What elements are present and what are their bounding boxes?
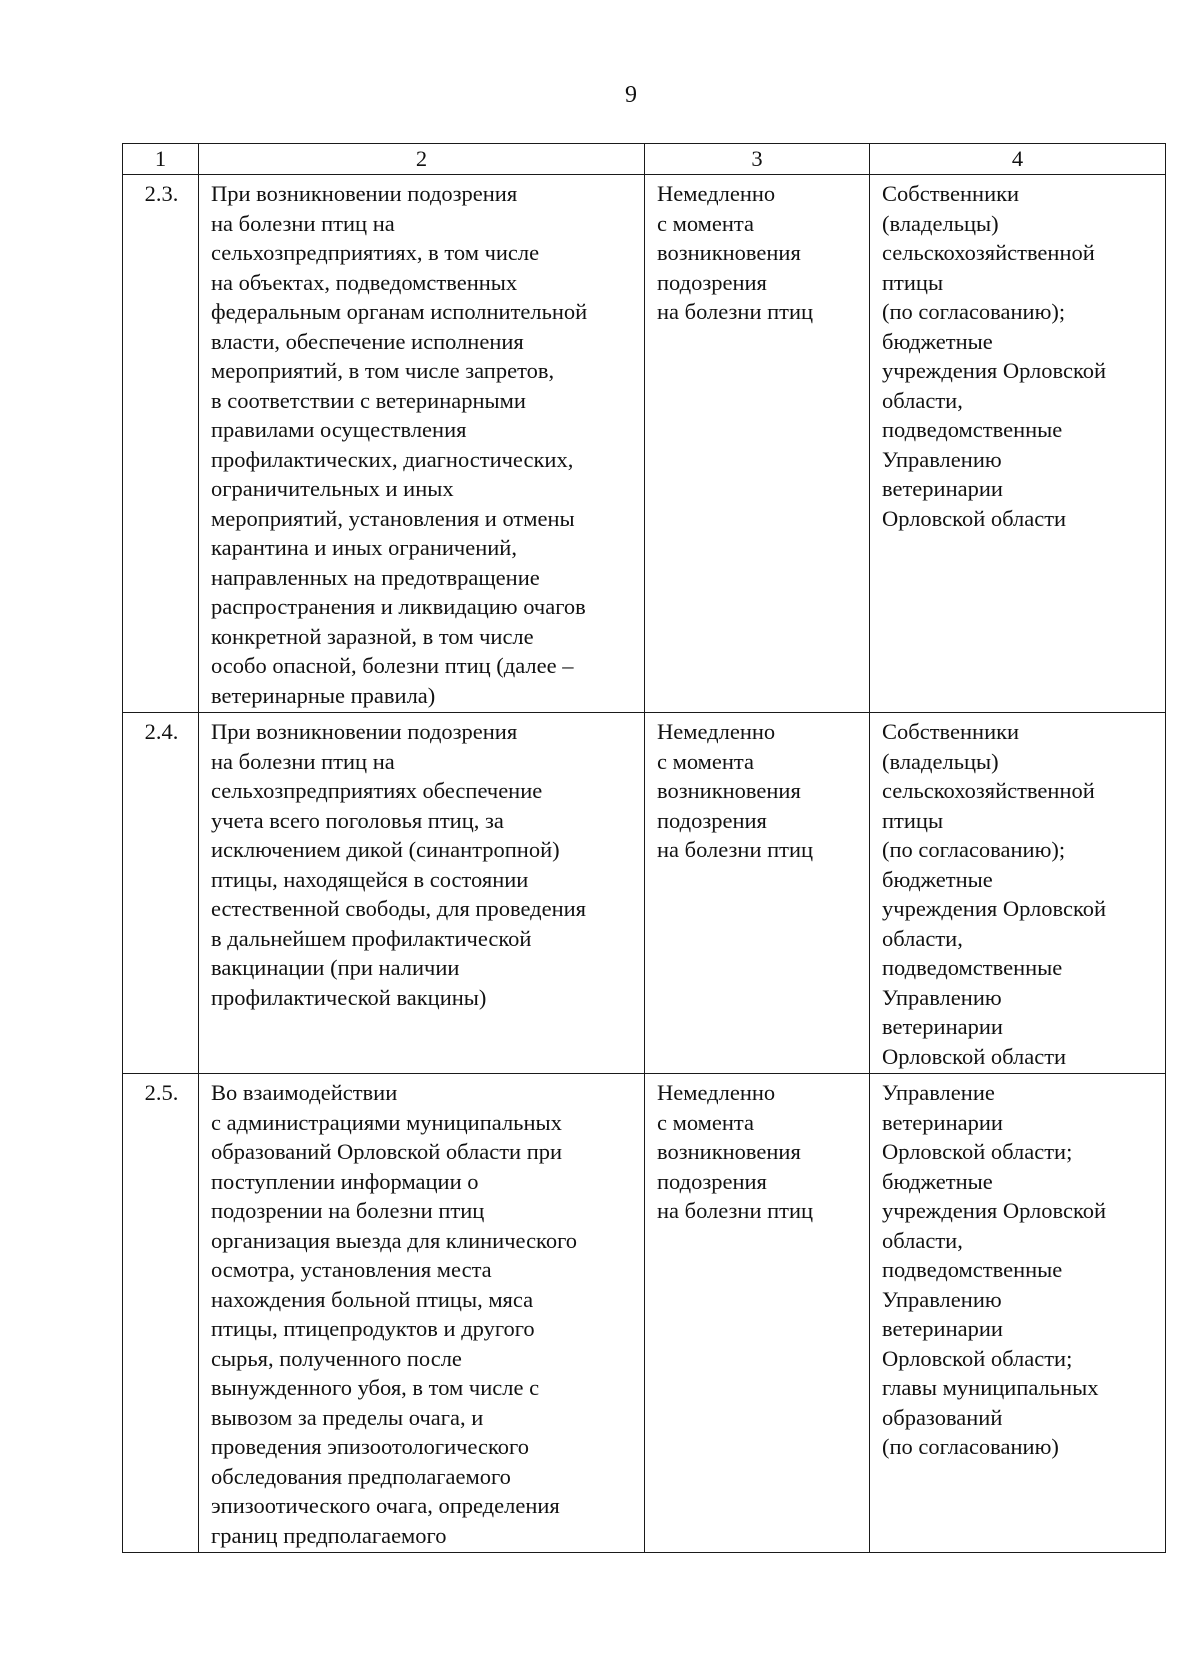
measure-cell-line: правилами осуществления bbox=[211, 417, 467, 442]
deadline-cell-line: на болезни птиц bbox=[657, 1198, 814, 1223]
measure-cell-line: осмотра, установления места bbox=[211, 1257, 492, 1282]
measures-table bbox=[122, 143, 1166, 1553]
responsible-cell-line: бюджетные bbox=[882, 328, 993, 354]
measure-cell-line: в дальнейшем профилактической bbox=[211, 925, 532, 951]
responsible-cell bbox=[870, 175, 1166, 713]
responsible-cell-line: птицы bbox=[882, 269, 944, 295]
responsible-cell-line: (по согласованию); bbox=[882, 837, 1066, 862]
measure-cell-line: Во взаимодействии bbox=[211, 1080, 398, 1105]
responsible-cell-line: ветеринарии bbox=[882, 1316, 1003, 1341]
responsible-cell-line: ветеринарии bbox=[882, 1109, 1003, 1135]
responsible-cell-line: бюджетные bbox=[882, 1168, 993, 1194]
measure-cell-line: птицы, птицепродуктов и другого bbox=[211, 1316, 535, 1341]
deadline-cell bbox=[645, 713, 870, 1074]
measure-cell-line: поступлении информации о bbox=[211, 1168, 479, 1194]
page-number: 9 bbox=[625, 82, 637, 108]
measure-cell-line: границ предполагаемого bbox=[211, 1522, 447, 1548]
responsible-cell-line: сельскохозяйственной bbox=[882, 778, 1095, 803]
deadline-cell-line: на болезни птиц bbox=[657, 837, 814, 862]
measure-cell-line: вывозом за пределы очага, и bbox=[211, 1404, 484, 1430]
responsible-cell bbox=[870, 713, 1166, 1074]
column-header-4: 4 bbox=[870, 144, 1166, 175]
measure-cell-line: направленных на предотвращение bbox=[211, 564, 540, 590]
measure-cell-line: ветеринарные правила) bbox=[211, 682, 436, 708]
responsible-cell-line: Орловской области bbox=[882, 505, 1067, 531]
measure-cell-line: вакцинации (при наличии bbox=[211, 955, 460, 980]
table-header-row bbox=[123, 144, 1166, 175]
measure-cell-line: профилактической вакцины) bbox=[211, 984, 487, 1010]
responsible-cell-line: Орловской области; bbox=[882, 1345, 1073, 1371]
measure-cell-line: в соответствии с ветеринарными bbox=[211, 387, 526, 413]
measure-cell-line: конкретной заразной, в том числе bbox=[211, 623, 534, 649]
deadline-cell bbox=[645, 175, 870, 713]
responsible-cell-line: учреждения Орловской bbox=[882, 358, 1107, 383]
deadline-cell bbox=[645, 1074, 870, 1553]
responsible-cell-line: (владельцы) bbox=[882, 210, 999, 236]
deadline-cell-line: на болезни птиц bbox=[657, 299, 814, 324]
measure-cell-line: нахождения больной птицы, мяса bbox=[211, 1286, 534, 1312]
responsible-cell-line: (по согласованию); bbox=[882, 299, 1066, 324]
measure-cell-line: карантина и иных ограничений, bbox=[211, 535, 517, 560]
responsible-cell-line: сельскохозяйственной bbox=[882, 240, 1095, 265]
measure-cell-line: мероприятий, в том числе запретов, bbox=[211, 358, 555, 383]
responsible-cell-line: Орловской области; bbox=[882, 1139, 1073, 1164]
responsible-cell-line: Собственники bbox=[882, 719, 1020, 744]
measure-cell-line: сельхозпредприятиях обеспечение bbox=[211, 778, 543, 803]
responsible-cell-line: Управление bbox=[882, 1080, 995, 1105]
deadline-cell-line: Немедленно bbox=[657, 181, 776, 206]
measure-cell-line: профилактических, диагностических, bbox=[211, 446, 574, 472]
measure-cell-line: При возникновении подозрения bbox=[211, 719, 518, 744]
measure-cell-line: ограничительных и иных bbox=[211, 476, 454, 501]
deadline-cell-line: возникновения bbox=[657, 240, 801, 265]
measure-cell-line: исключением дикой (синантропной) bbox=[211, 837, 560, 862]
deadline-cell-line: возникновения bbox=[657, 1139, 801, 1164]
responsible-cell-line: подведомственные bbox=[882, 955, 1063, 980]
responsible-cell-line: Управлению bbox=[882, 1286, 1002, 1312]
responsible-cell-line: ветеринарии bbox=[882, 1014, 1003, 1039]
measure-cell-line: организация выезда для клинического bbox=[211, 1227, 578, 1253]
measure-cell-line: власти, обеспечение исполнения bbox=[211, 328, 524, 354]
deadline-cell-line: Немедленно bbox=[657, 1080, 776, 1105]
responsible-cell-line: области, bbox=[882, 925, 963, 951]
column-header-2: 2 bbox=[199, 144, 645, 175]
measure-cell bbox=[199, 1074, 645, 1553]
responsible-cell-line: (по согласованию) bbox=[882, 1434, 1059, 1459]
measure-cell-line: естественной свободы, для проведения bbox=[211, 896, 587, 921]
responsible-cell-line: бюджетные bbox=[882, 866, 993, 892]
responsible-cell-line: области, bbox=[882, 1227, 963, 1253]
row-number: 2.5. bbox=[123, 1074, 199, 1553]
measure-cell-line: эпизоотического очага, определения bbox=[211, 1493, 560, 1518]
measure-cell-line: подозрении на болезни птиц bbox=[211, 1198, 485, 1223]
measure-cell-line: с администрациями муниципальных bbox=[211, 1109, 562, 1135]
responsible-cell-line: птицы bbox=[882, 807, 944, 833]
table-row bbox=[123, 175, 1166, 713]
column-header-1: 1 bbox=[123, 144, 199, 175]
table-row bbox=[123, 1074, 1166, 1553]
deadline-cell-line: с момента bbox=[657, 210, 755, 236]
responsible-cell-line: учреждения Орловской bbox=[882, 1198, 1107, 1223]
measure-cell-line: особо опасной, болезни птиц (далее – bbox=[211, 653, 574, 678]
measure-cell-line: мероприятий, установления и отмены bbox=[211, 505, 575, 531]
measure-cell bbox=[199, 175, 645, 713]
measure-cell-line: на болезни птиц на bbox=[211, 210, 395, 236]
measure-cell bbox=[199, 713, 645, 1074]
row-number: 2.3. bbox=[123, 175, 199, 713]
deadline-cell-line: подозрения bbox=[657, 269, 767, 295]
measure-cell-line: При возникновении подозрения bbox=[211, 181, 518, 206]
row-number: 2.4. bbox=[123, 713, 199, 1074]
measure-cell-line: обследования предполагаемого bbox=[211, 1463, 511, 1489]
measure-cell-line: федеральным органам исполнительной bbox=[211, 299, 588, 324]
measure-cell-line: на болезни птиц на bbox=[211, 748, 395, 774]
responsible-cell-line: Управлению bbox=[882, 446, 1002, 472]
responsible-cell bbox=[870, 1074, 1166, 1553]
measure-cell-line: птицы, находящейся в состоянии bbox=[211, 866, 529, 892]
measure-cell-line: образований Орловской области при bbox=[211, 1139, 563, 1164]
measure-cell-line: распространения и ликвидацию очагов bbox=[211, 594, 586, 619]
deadline-cell-line: возникновения bbox=[657, 778, 801, 803]
deadline-cell-line: с момента bbox=[657, 748, 755, 774]
measure-cell-line: вынужденного убоя, в том числе с bbox=[211, 1375, 540, 1400]
responsible-cell-line: главы муниципальных bbox=[882, 1375, 1099, 1400]
table-row bbox=[123, 713, 1166, 1074]
measure-cell-line: сырья, полученного после bbox=[211, 1345, 462, 1371]
responsible-cell-line: ветеринарии bbox=[882, 476, 1003, 501]
column-header-3: 3 bbox=[645, 144, 870, 175]
measure-cell-line: сельхозпредприятиях, в том числе bbox=[211, 240, 540, 265]
responsible-cell-line: (владельцы) bbox=[882, 748, 999, 774]
responsible-cell-line: Собственники bbox=[882, 181, 1020, 206]
measure-cell-line: на объектах, подведомственных bbox=[211, 269, 518, 295]
deadline-cell-line: с момента bbox=[657, 1109, 755, 1135]
responsible-cell-line: подведомственные bbox=[882, 1257, 1063, 1282]
deadline-cell-line: подозрения bbox=[657, 1168, 767, 1194]
responsible-cell-line: учреждения Орловской bbox=[882, 896, 1107, 921]
deadline-cell-line: подозрения bbox=[657, 807, 767, 833]
responsible-cell-line: области, bbox=[882, 387, 963, 413]
measure-cell-line: проведения эпизоотологического bbox=[211, 1434, 529, 1459]
responsible-cell-line: Орловской области bbox=[882, 1043, 1067, 1069]
responsible-cell-line: образований bbox=[882, 1404, 1003, 1430]
responsible-cell-line: Управлению bbox=[882, 984, 1002, 1010]
measure-cell-line: учета всего поголовья птиц, за bbox=[211, 807, 504, 833]
deadline-cell-line: Немедленно bbox=[657, 719, 776, 744]
responsible-cell-line: подведомственные bbox=[882, 417, 1063, 442]
